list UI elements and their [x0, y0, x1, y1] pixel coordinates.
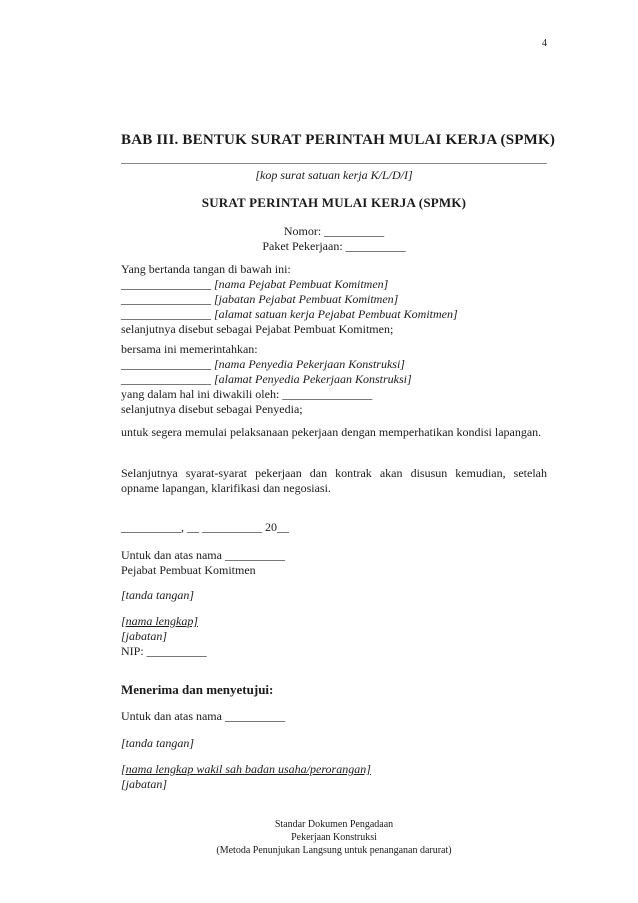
- ppk-position-line: _______________ [jabatan Pejabat Pembuat Komitmen]: [121, 292, 399, 306]
- ppk-nip: NIP: __________: [121, 644, 207, 658]
- footer-line-2: Pekerjaan Konstruksi: [291, 832, 377, 843]
- divider: [121, 163, 547, 164]
- nomor-line: Nomor: __________: [283, 224, 385, 238]
- ppk-full-name: [nama lengkap]: [121, 614, 198, 628]
- provider-identity-block: [121, 762, 547, 792]
- provider-closing: selanjutnya disebut sebagai Penyedia;: [121, 402, 303, 416]
- provider-name-line: _______________ [nama Penyedia Pekerjaan Konstruksi]: [121, 357, 405, 371]
- provider-address-line: _______________ [alamat Penyedia Pekerjaan Konstruksi]: [121, 372, 412, 386]
- footer-line-3: (Metoda Penunjukan Langsung untuk penanganan darurat): [216, 845, 452, 856]
- acceptance-heading: Menerima dan menyetujui:: [121, 682, 274, 697]
- chapter-title: BAB III. BENTUK SURAT PERINTAH MULAI KERJA (SPMK): [121, 132, 556, 148]
- signatory-intro: Yang bertanda tangan di bawah ini:: [121, 262, 291, 276]
- ppk-signature-block: [121, 548, 547, 578]
- document-title: SURAT PERINTAH MULAI KERJA (SPMK): [201, 195, 467, 210]
- ppk-address-line: _______________ [alamat satuan kerja Pejabat Pembuat Komitmen]: [121, 307, 458, 321]
- ppk-position: [jabatan]: [121, 629, 168, 643]
- instruction-paragraph: untuk segera memulai pelaksanaan pekerjaan dengan memperhatikan kondisi lapangan.: [121, 425, 542, 439]
- ppk-signature-placeholder: [tanda tangan]: [121, 588, 195, 602]
- footer-line-1: Standar Dokumen Pengadaan: [274, 819, 394, 830]
- page-footer: [121, 818, 547, 857]
- ppk-role: Pejabat Pembuat Komitmen: [121, 563, 256, 577]
- ppk-on-behalf: Untuk dan atas nama __________: [121, 548, 285, 562]
- ppk-closing: selanjutnya disebut sebagai Pejabat Pembuat Komitmen;: [121, 322, 394, 336]
- provider-signature-placeholder: [tanda tangan]: [121, 736, 195, 750]
- provider-full-name: [nama lengkap wakil sah badan usaha/perorangan]: [121, 762, 371, 776]
- provider-on-behalf: Untuk dan atas nama __________: [121, 709, 285, 723]
- signatory-block: [121, 262, 547, 337]
- followup-paragraph: Selanjutnya syarat-syarat pekerjaan dan kontrak akan disusun kemudian, setelah opname lapangan, klarifikasi dan negosiasi.: [121, 466, 547, 495]
- ppk-name-line: _______________ [nama Pejabat Pembuat Komitmen]: [121, 277, 389, 291]
- letterhead-placeholder: [kop surat satuan kerja K/L/D/I]: [255, 168, 413, 182]
- provider-representative-line: yang dalam hal ini diwakili oleh: _______________: [121, 387, 373, 401]
- paket-line: Paket Pekerjaan: __________: [262, 239, 406, 253]
- provider-block: [121, 342, 547, 417]
- provider-intro: bersama ini memerintahkan:: [121, 342, 258, 356]
- provider-position: [jabatan]: [121, 777, 168, 791]
- page-number: 4: [542, 38, 547, 49]
- ppk-identity-block: [121, 614, 547, 659]
- date-line: __________, __ __________ 20__: [121, 520, 289, 534]
